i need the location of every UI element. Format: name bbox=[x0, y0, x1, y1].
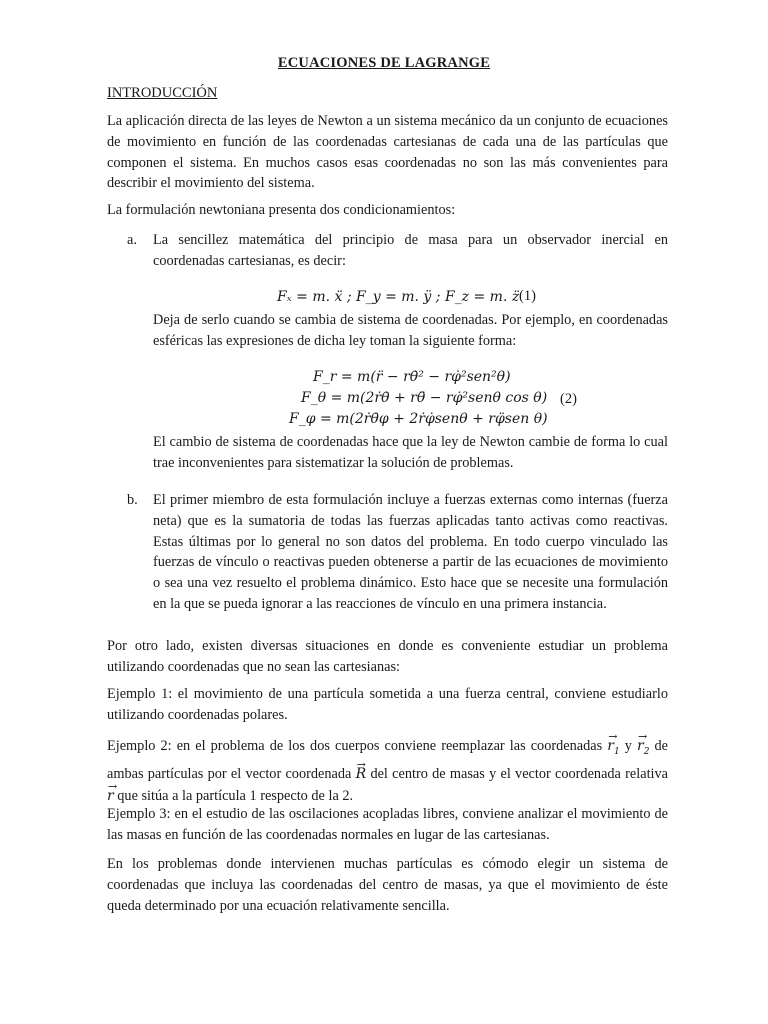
equation-2-fphi: F_φ = m(2ṙθ̇φ + 2ṙφ̇senθ + rφ̈sen θ) bbox=[289, 411, 548, 427]
equation-1: Fₓ = m. ẍ ; F_y = m. ÿ ; F_z = m. z̈ bbox=[277, 289, 520, 305]
equation-2-number: (2) bbox=[560, 391, 577, 407]
paragraph-otro-lado: Por otro lado, existen diversas situaciones en donde es conveniente estudiar un problema utilizando coordenadas que no sean las cartesianas: bbox=[107, 638, 668, 675]
list-item-a-spherical: Deja de serlo cuando se cambia de sistema de coordenadas. Por ejemplo, en coordenadas esféricas las expresiones de dicha ley toman la siguiente forma: bbox=[153, 312, 668, 349]
list-item-b-text: El primer miembro de esta formulación incluye a fuerzas externas como internas (fuerza neta) que es la sumatoria de todas las fuerzas aplicadas tanto activas como reactivas. Estas últimas por lo general no son datos del problema. En todo cuerpo vinculado las fuerzas de vínculo o reactivas pueden obtenerse a partir de las ecuaciones de movimiento o sea una vez resuelto el problema dinámico. Esto hace que se necesite una formulación en la que se pueda ignorar a las reacciones de vínculo en una primera instancia. bbox=[153, 492, 668, 612]
document-title: ECUACIONES DE LAGRANGE bbox=[277, 55, 491, 71]
paragraph-muchas-particulas: En los problemas donde intervienen muchas partículas es cómodo elegir un sistema de coordenadas que incluya las coordenadas del centro de masas, ya que el movimiento de éste queda determinado por una ecuación relativamente sencilla. bbox=[107, 856, 668, 914]
list-marker-a: a. bbox=[127, 232, 137, 248]
list-marker-b: b. bbox=[127, 492, 138, 508]
paragraph-ejemplo-1: Ejemplo 1: el movimiento de una partícula sometida a una fuerza central, conviene estudiarlo utilizando coordenadas polares. bbox=[107, 686, 668, 723]
paragraph-ejemplo-2: Ejemplo 2: en el problema de los dos cuerpos conviene reemplazar las coordenadas → $r_1$ $y \to r_2$ de ambas partículas por el vector coordenada → R del centro de masas y el vector coordenada relativa → r que sitúa a la partícula 1 respecto de la 2. bbox=[107, 735, 668, 807]
equation-2-ftheta: F_θ = m(2ṙθ̇ + rθ̈ − rφ̇²senθ cos θ) bbox=[301, 390, 548, 406]
vector-r1: → $r_1$ bbox=[607, 735, 619, 763]
vector-r2: → $r_2$ bbox=[637, 735, 649, 763]
list-item-a-text: La sencillez matemática del principio de masa para un observador inercial en coordenadas cartesianas, es decir: bbox=[153, 232, 668, 269]
paragraph-intro: La aplicación directa de las leyes de Newton a un sistema mecánico da un conjunto de ecuaciones de movimiento en función de las coordenadas cartesianas de cada una de las partículas que componen el sistema. En muchos casos esas coordenadas no son las más convenientes para describir el movimiento del sistema. bbox=[107, 113, 668, 192]
vector-R: → R bbox=[356, 763, 367, 785]
equation-2-fr: F_r = m(r̈ − rθ̇² − rφ̇²sen²θ) bbox=[313, 369, 511, 385]
section-heading-introduccion: INTRODUCCIÓN bbox=[107, 85, 218, 101]
vector-r-relativo: → r bbox=[107, 785, 114, 807]
paragraph-ejemplo-3: Ejemplo 3: en el estudio de las oscilaciones acopladas libres, conviene analizar el movimiento de las masas en función de las coordenadas normales en lugar de las cartesianas. bbox=[107, 806, 668, 843]
list-item-a-conclusion: El cambio de sistema de coordenadas hace que la ley de Newton cambie de forma lo cual trae inconvenientes para sistematizar la solución de problemas. bbox=[153, 434, 668, 471]
paragraph-condicionamientos: La formulación newtoniana presenta dos condicionamientos: bbox=[107, 202, 456, 218]
equation-1-number: (1) bbox=[519, 288, 536, 304]
